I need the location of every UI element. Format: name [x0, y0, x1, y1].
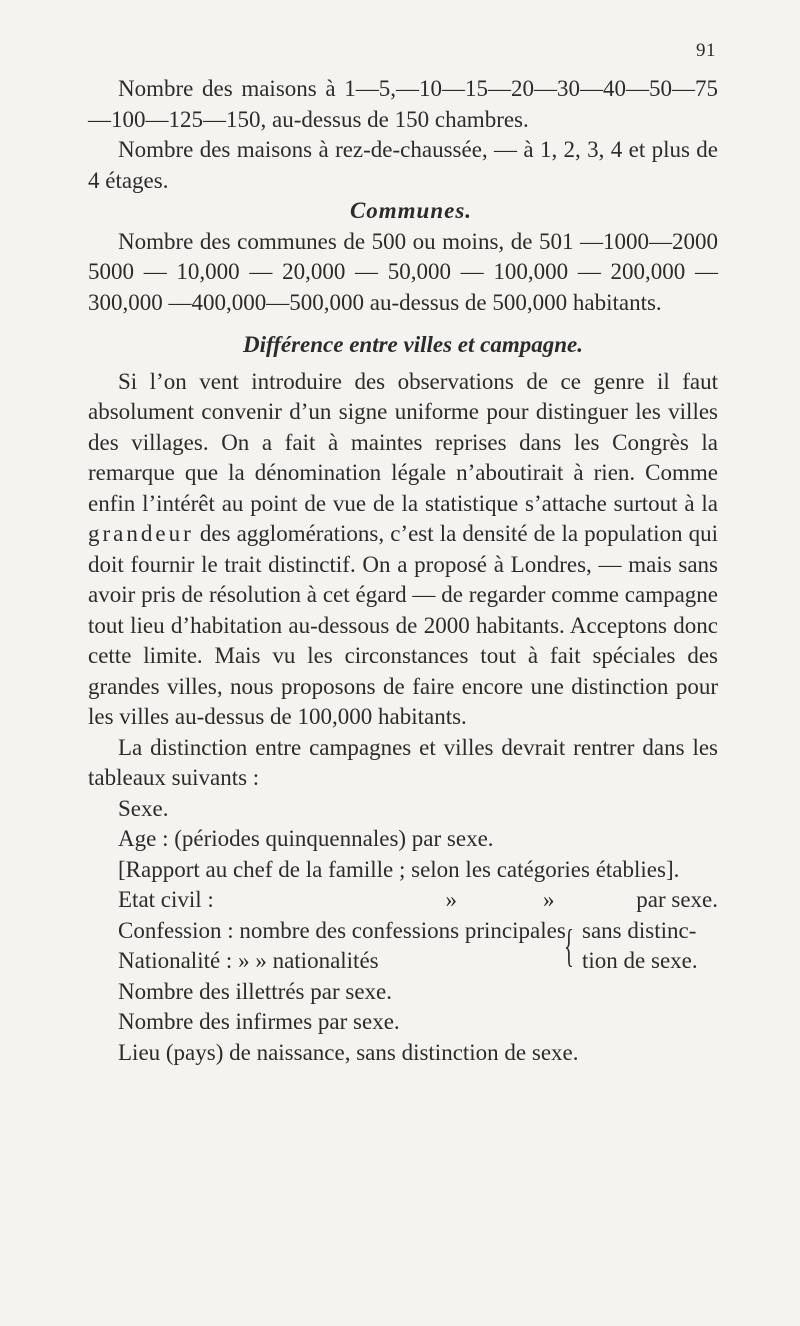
list-item-confession: Confession : nombre des confessions principales	[118, 917, 566, 943]
list-item-lieu-naissance: Lieu (pays) de naissance, sans distinction de sexe.	[118, 1039, 579, 1065]
etat-civil-ditto-marks	[446, 885, 555, 916]
ditto-mark: »	[543, 887, 555, 912]
paragraph-maisons-chambres: Nombre des maisons à 1—5,—10—15—20—30—40—50—75 —100—125—150, au-dessus de 150 chambres.	[88, 76, 718, 132]
list-item-etat-civil	[88, 885, 718, 916]
brace-glyph: {	[564, 919, 574, 971]
heading-communes: Communes.	[349, 198, 473, 223]
list-item-illettres: Nombre des illettrés par sexe.	[118, 978, 392, 1004]
list-item-confession-nationalite	[88, 916, 718, 977]
brace-annotation-line1: sans distinc-	[582, 917, 697, 943]
paragraph-text-part1: Si l’on vent introduire des observations de ce genre il faut absolument convenir d’un signe uniforme pour distinguer les villes des villages. On a fait à maintes reprises dans les Congrès la remarque que la dénomination légale n’aboutirait à rien. Comme enfin l’intérêt au point de vue de la statistique s’attache surtout à la	[88, 368, 718, 516]
list-item-sexe: Sexe.	[118, 795, 169, 821]
heading-difference: Différence entre villes et campagne.	[242, 332, 583, 357]
paragraph-villes-campagne	[88, 367, 718, 733]
tables-list	[88, 794, 718, 1069]
list-item-infirmes: Nombre des infirmes par sexe.	[118, 1009, 400, 1034]
list-item-rapport: [Rapport au chef de la famille ; selon les catégories établies].	[118, 856, 680, 882]
brace-annotation-line2: tion de sexe.	[582, 948, 698, 973]
paragraph-tableaux: La distinction entre campagnes et villes devrait rentrer dans les tableaux suivants :	[88, 734, 718, 790]
paragraph-text-part2: des agglomérations, c’est la densité de la population qui doit fournir le trait distinctif. On a proposé à Londres, — mais sans avoir pris de résolution à cet égard — de regarder comme campagne tout lieu d’habitation au-dessous de 2000 habitants. Acceptons donc cette limite. Mais vu les circonstances tout à fait spéciales des grandes villes, nous proposons de faire encore une distinction pour les villes au-dessus de 100,000 habitants.	[88, 521, 718, 729]
brace-annotation	[582, 916, 718, 977]
page-body	[88, 74, 718, 1068]
list-item-nationalite: Nationalité : » » nationalités	[118, 948, 379, 973]
paragraph-communes: Nombre des communes de 500 ou moins, de 501 —1000—2000 5000 — 10,000 — 20,000 — 50,000 — 100,000 — 200,000 — 300,000 —400,000—500,000 au-dessus de 500,000 habitants.	[88, 228, 718, 315]
list-item-age: Age : (périodes quinquennales) par sexe.	[118, 826, 494, 851]
page-number: 91	[696, 40, 716, 61]
etat-civil-label: Etat civil :	[118, 887, 214, 912]
ditto-mark: »	[445, 887, 458, 912]
etat-civil-par-sexe: par sexe.	[636, 887, 718, 912]
emphasized-word: grandeur	[88, 521, 194, 546]
paragraph-maisons-etages: Nombre des maisons à rez-de-chaussée, — à 1, 2, 3, 4 et plus de 4 étages.	[88, 137, 718, 193]
